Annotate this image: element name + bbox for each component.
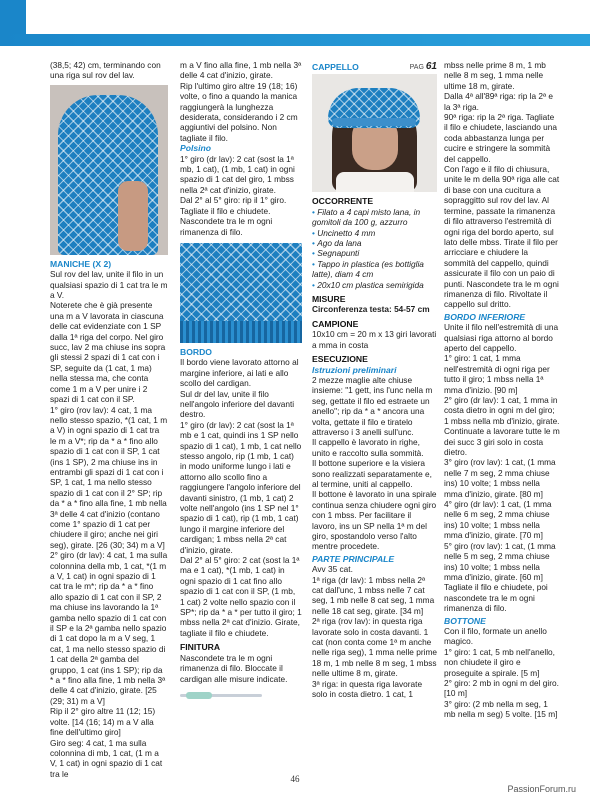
text-paragraph: Sul rov del lav, unite il filo in un qualsiasi spazio di 1 cat tra le m a V. — [50, 269, 168, 301]
text-paragraph: 1° giro (dr lav): 2 cat (sost la 1ª mb, 1 cat), (1 mb, 1 cat) in ogni spazio di 1 cat del giro, 1 mbss nella 2ª cat d'inizio, girate. — [180, 153, 295, 195]
text-paragraph: 5° giro (rov lav): 1 cat, (1 mma nelle 5 m seg, 2 mma chiuse ins) 10 volte; 1 mbss nella mma d'inizio, girate. [60 m] — [444, 540, 556, 582]
text-paragraph: 2ª riga (rov lav): in questa riga lavorate solo in costa davanti. 1 cat (non conta come 1ª m anche nelle riga seg), 1 mma nelle prime 18 m, 1 mb nelle 8 m seg, 1 mbss nelle ultime 8 m, girate. — [312, 616, 437, 679]
text-paragraph: Noterete che è già presente una m a V lavorata in ciascuna delle cat evidenziate con 1 SP dalla 1ª riga del corpo. Nel giro succ, lav 2 ma chiuse ins sopra gli stessi 2 spazi di 1 cat con i SP, seguite da (1 cat, 1 ma) nella stessa ma, che conta come 1 m a V per unire i 2 spazi di 1 cat con il SP. — [50, 300, 166, 405]
text-paragraph: 10x10 cm = 20 m x 13 giri lavorati a mma in costa — [312, 329, 437, 350]
text-paragraph: Nascondete tra le m ogni rimanenza di filo. Bloccate il cardigan alle misure indicate. — [180, 652, 288, 684]
section-heading-esecuzione: ESECUZIONE — [312, 354, 368, 365]
section-heading-polsino: Polsino — [180, 143, 212, 154]
text-paragraph: m a V fino alla fine, 1 mb nella 3ª delle 4 cat d'inizio, girate. — [180, 60, 302, 81]
hand-image — [118, 181, 148, 251]
text-paragraph: Il bordo viene lavorato attorno al margine inferiore, ai lati e allo scollo del cardigan. — [180, 357, 299, 389]
white-top-image — [336, 172, 414, 192]
text-paragraph: Tagliate il filo e chiudete, poi nascondete tra le m ogni rimanenza di filo. — [444, 582, 548, 614]
text-paragraph: Rip il 2° giro altre 11 (12; 15) volte. [14 (16; 14) m a V alla fine dell'ultimo giro] — [50, 706, 156, 738]
section-heading-parte-principale: PARTE PRINCIPALE — [312, 553, 395, 564]
text-paragraph: Con il filo, formate un anello magico. — [444, 625, 547, 647]
section-heading-bordo: BORDO — [180, 346, 212, 357]
text-paragraph: 2° giro (dr lav): 4 cat, 1 ma sulla colonnina della mb, 1 cat, *(1 m a V, 1 cat) in ogni spazio di 1 cat tra le m*; rip da * a * fino allo spazio di 1 cat con il SP, 2 ma chiuse ins lavorando la 1ª gamba nello spazio di 1 cat con il SP e la 2ª gamba nello spazio di 1 cat dopo la m a V seg, 1 cat, 1 ma nello stesso spazio di 1 cat della 2ª gamba del gruppo, 1 cat (ins 1 SP); rip da * a * fino alla fine, 1 mb nella 3ª delle 4 cat d'inizio, girate. [25 (29; 31) m a V] — [50, 550, 168, 706]
section-heading-maniche: MANICHE (X 2) — [50, 258, 112, 269]
list-item: • Ago da lana — [312, 238, 437, 248]
materials-list — [312, 207, 437, 290]
column-1 — [50, 60, 168, 779]
section-heading-occorrente: OCCORRENTE — [312, 196, 374, 207]
text-paragraph: Il cappello è lavorato in righe, unito e raccolto sulla sommità. — [312, 437, 424, 458]
page-number: 46 — [290, 774, 300, 784]
text-paragraph: Sul dr del lav, unite il filo nell'angolo inferiore del davanti destro. — [180, 388, 295, 420]
list-item: • Tappo in plastica (es bottiglia latte), diam 4 cm — [312, 259, 437, 280]
column-3 — [312, 60, 437, 700]
section-heading-misure: MISURE — [312, 294, 346, 305]
list-item: • Segnapunti — [312, 248, 437, 258]
text-paragraph: Rip l'ultimo giro altre 19 (18; 16) volte, o fino a quando la manica raggiungerà la lunghezza desiderata, considerando i 2 cm aggiuntivi del polsino. Non tagliate il filo. — [180, 80, 298, 143]
text-paragraph: 1ª riga (dr lav): 1 mbss nella 2ª cat dall'unc, 1 mbss nelle 7 cat seg, 1 mb nelle 8 cat seg, 1 mma nelle 18 cat seg, girate. [34 m] — [312, 574, 435, 616]
text-paragraph: 1° giro: 1 cat, 1 mma nell'estremità di ogni riga per tutto il giro; 1 mbss nella 1ª mma d'inizio. [90 m] — [444, 353, 550, 395]
section-heading-cappello: CAPPELLO — [312, 62, 359, 72]
text-paragraph: Con l'ago e il filo di chiusura, unite le m della 90ª riga alle cat di base con una cucitura a sopraggitto sul rov del lav. Al termine, passate la rimanenza di filo attraverso l'estremità di ogni riga del bordo aperto, sul lato delle mbss. Tirate il filo per arricciare e chiudere la sommità del cappello, quindi assicurate il filo con un paio di punti. Nascondete tra le m ogni rimanenza di filo. Rivoltate il cappello sul dritto. — [444, 164, 560, 310]
list-item: • Filato a 4 capi misto lana, in gomitoli da 100 g, azzurro — [312, 207, 437, 228]
text-paragraph: 1° giro: 1 cat, 5 mb nell'anello, non chiudete il giro e proseguite a spirale. [5 m] — [444, 646, 555, 678]
text-paragraph: Dal 2° al 5° giro: rip il 1° giro. Tagliate il filo e chiudete. Nascondete tra le m ogni rimanenza di filo. — [180, 195, 287, 237]
list-item: • Uncinetto 4 mm — [312, 228, 437, 238]
hook-grip — [186, 692, 212, 699]
section-heading-bottone: BOTTONE — [444, 615, 486, 626]
page-ref-number: 61 — [425, 61, 437, 72]
crochet-hook-image — [180, 690, 302, 702]
text-paragraph: 3ª riga: in questa riga lavorate solo in costa dietro. 1 cat, 1 — [312, 678, 423, 700]
section-heading-finitura: FINITURA — [180, 642, 221, 653]
watermark: PassionForum.ru — [507, 784, 576, 794]
page-header — [0, 0, 590, 46]
text-paragraph: Dalla 4ª all'89ª riga: rip la 2ª e la 3ª riga. — [444, 91, 554, 112]
text-paragraph: 1° giro (dr lav): 2 cat (sost la 1ª mb e 1 cat, quindi ins 1 SP nello spazio di 1 cat), 1 mb, 1 cat nello stesso angolo, rip (1 mb, 1 cat) in modo uniforme lungo i lati e attorno allo scollo fino a raggiungere l'angolo inferiore del davanti sinistro, (1 mb, 1 cat) 2 volte nell'angolo (ins 1 SP nel 1° spazio di 1 cat), rip (1 mb, 1 cat) lungo il margine inferiore del cardigan; 1 mbss nella 2ª cat d'inizio, girate. — [180, 419, 302, 555]
text-paragraph: 3° giro (rov lav): 1 cat, (1 mma nelle 7 m seg, 2 mma chiuse ins) 10 volte; 1 mbss nella mma d'inizio, girate. [80 m] — [444, 457, 556, 499]
text-paragraph: Avv 35 cat. — [312, 564, 353, 575]
text-paragraph: 4° giro (dr lav): 1 cat, (1 mma nelle 6 m seg, 2 mma chiuse ins) 10 volte; 1 mbss nella mma d'inizio, girate. [70 m] — [444, 499, 552, 541]
text-paragraph: 90ª riga: rip la 2ª riga. Tagliate il filo e chiudete, lasciando una coda abbastanza lunga per cucire e stringere la sommità del cappello. — [444, 112, 558, 164]
text-paragraph: 1° giro (rov lav): 4 cat, 1 ma nello stesso spazio, *(1 cat, 1 m a V) in ogni spazio di 1 cat tra le m a V*; rip da * a * fino allo spazio di 1 cat con il SP, 1 cat (ins 1 SP), 2 ma chiuse ins in entrambi gli spazi di 1 cat con i SP, 1 cat, 1 ma nello stesso spazio di 1 cat con il 2° SP; rip da * a * fino alla fine, 1 mb nella 3ª delle 4 cat d'inizio (contano come 1° spazio di 1 cat per chiudere il giro; anche nei giri seg), girate. [26 (30; 34) m a V] — [50, 404, 168, 550]
text-paragraph: Il bottone è lavorato in una spirale continua senza chiudere ogni giro con 1 mbss. Per facilitare il lavoro, ins un SP nella 1ª m del giro, spostandolo verso l'alto mentre procedete. — [312, 489, 437, 552]
text-paragraph: Continuate a lavorare tutte le m dei succ 3 giri solo in costa dietro. — [444, 426, 560, 458]
text-paragraph: (38,5; 42) cm, terminando con una riga sul rov del lav. — [50, 60, 161, 81]
text-paragraph: 2° giro: 2 mb in ogni m del giro. [10 m] — [444, 677, 559, 699]
section-heading-campione: CAMPIONE — [312, 318, 359, 329]
section-heading-bordo-inferiore: BORDO INFERIORE — [444, 311, 526, 322]
text-paragraph: Dal 2° al 5° giro: 2 cat (sost la 1ª ma e 1 cat), *(1 mb, 1 cat) in ogni spazio di 1 cat fino allo spazio di 1 cat con il SP, (1 mb, 1 cat) 2 volte nello spazio con il SP*; rip da * a * per tutto il giro; 1 mbss nella 2ª cat d'inizio. Girate, tagliate il filo e chiudete. — [180, 555, 302, 638]
list-item: • 20x10 cm plastica semirigida — [312, 280, 437, 290]
mesh-detail-photo — [180, 243, 302, 343]
text-paragraph: Circonferenza testa: 54-57 cm — [312, 304, 430, 315]
text-paragraph: Il bottone superiore e la visiera sono realizzati separatamente e, al termine, uniti al cappello. — [312, 458, 432, 489]
column-4 — [444, 60, 560, 720]
page-ref-label: PAG — [409, 64, 424, 71]
column-2 — [180, 60, 302, 702]
text-paragraph: Unite il filo nell'estremità di una qualsiasi riga attorno al bordo aperto del cappello. — [444, 322, 559, 353]
hat-brim-image — [332, 118, 416, 126]
subheading-istruzioni: Istruzioni preliminari — [312, 364, 397, 375]
header-blue-band — [0, 34, 590, 46]
page-reference — [410, 62, 437, 73]
hat-model-photo — [312, 74, 437, 192]
text-paragraph: 3° giro: (2 mb nella m seg, 1 mb nella m seg) 5 volte. [15 m] — [444, 698, 558, 720]
text-paragraph: 2° giro (dr lav): 1 cat, 1 mma in costa dietro in ogni m del giro; 1 mbss nella mb d'inizio, girate. — [444, 395, 560, 426]
cardigan-photo — [50, 85, 168, 255]
text-paragraph: 2 mezze maglie alte chiuse insieme: "1 gett, ins l'unc nella m seg, gettate il filo ed estraete un anello"; rip da * a * ancora una volta, gettate il filo e tiratelo attraverso i 3 anelli sull'unc. — [312, 374, 433, 437]
ribbed-edge-image — [180, 321, 302, 343]
text-paragraph: Giro seg: 4 cat, 1 ma sulla colonnina di mb, 1 cat, (1 m a V, 1 cat) in ogni spazio di 1 cat tra le — [50, 737, 163, 779]
text-paragraph: mbss nelle prime 8 m, 1 mb nelle 8 m seg, 1 mma nelle ultime 18 m, girate. — [444, 60, 546, 91]
